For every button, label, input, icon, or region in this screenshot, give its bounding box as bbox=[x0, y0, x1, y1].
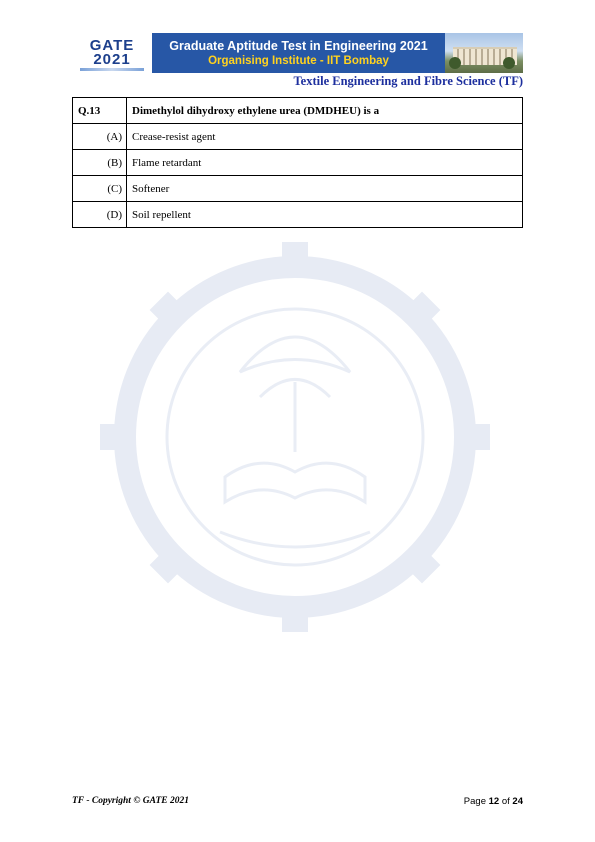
page-of: of bbox=[501, 796, 510, 807]
option-text: Flame retardant bbox=[127, 150, 523, 176]
logo-year: 2021 bbox=[93, 51, 131, 68]
banner-subtitle: Organising Institute - IIT Bombay bbox=[208, 54, 389, 67]
page-prefix: Page bbox=[463, 796, 486, 807]
banner-text bbox=[152, 33, 445, 73]
footer-copyright: TF - Copyright © GATE 2021 bbox=[72, 796, 189, 806]
gate-logo bbox=[72, 33, 152, 73]
question-table bbox=[72, 97, 523, 228]
option-text: Softener bbox=[127, 176, 523, 202]
option-label: (D) bbox=[73, 202, 127, 228]
question-row bbox=[73, 98, 523, 124]
header-banner bbox=[72, 33, 523, 73]
option-label: (C) bbox=[73, 176, 127, 202]
tree-shape bbox=[449, 57, 461, 69]
question-number: Q.13 bbox=[73, 98, 127, 124]
iit-bombay-emblem-icon bbox=[60, 222, 530, 662]
option-text: Crease-resist agent bbox=[127, 124, 523, 150]
page-number bbox=[464, 796, 523, 807]
campus-photo bbox=[445, 33, 523, 73]
subject-title: Textile Engineering and Fibre Science (TF) bbox=[293, 74, 523, 88]
logo-word: GATE bbox=[89, 37, 135, 54]
banner-title: Graduate Aptitude Test in Engineering 2021 bbox=[169, 38, 428, 53]
page-total: 24 bbox=[512, 796, 523, 807]
page-current: 12 bbox=[488, 796, 500, 807]
option-label: (A) bbox=[73, 124, 127, 150]
option-text: Soil repellent bbox=[127, 202, 523, 228]
tree-shape bbox=[503, 57, 515, 69]
option-row bbox=[73, 176, 523, 202]
option-row bbox=[73, 202, 523, 228]
question-text: Dimethylol dihydroxy ethylene urea (DMDHEU) is a bbox=[127, 98, 523, 124]
logo-strip bbox=[80, 68, 144, 71]
option-row bbox=[73, 150, 523, 176]
option-row bbox=[73, 124, 523, 150]
option-label: (B) bbox=[73, 150, 127, 176]
